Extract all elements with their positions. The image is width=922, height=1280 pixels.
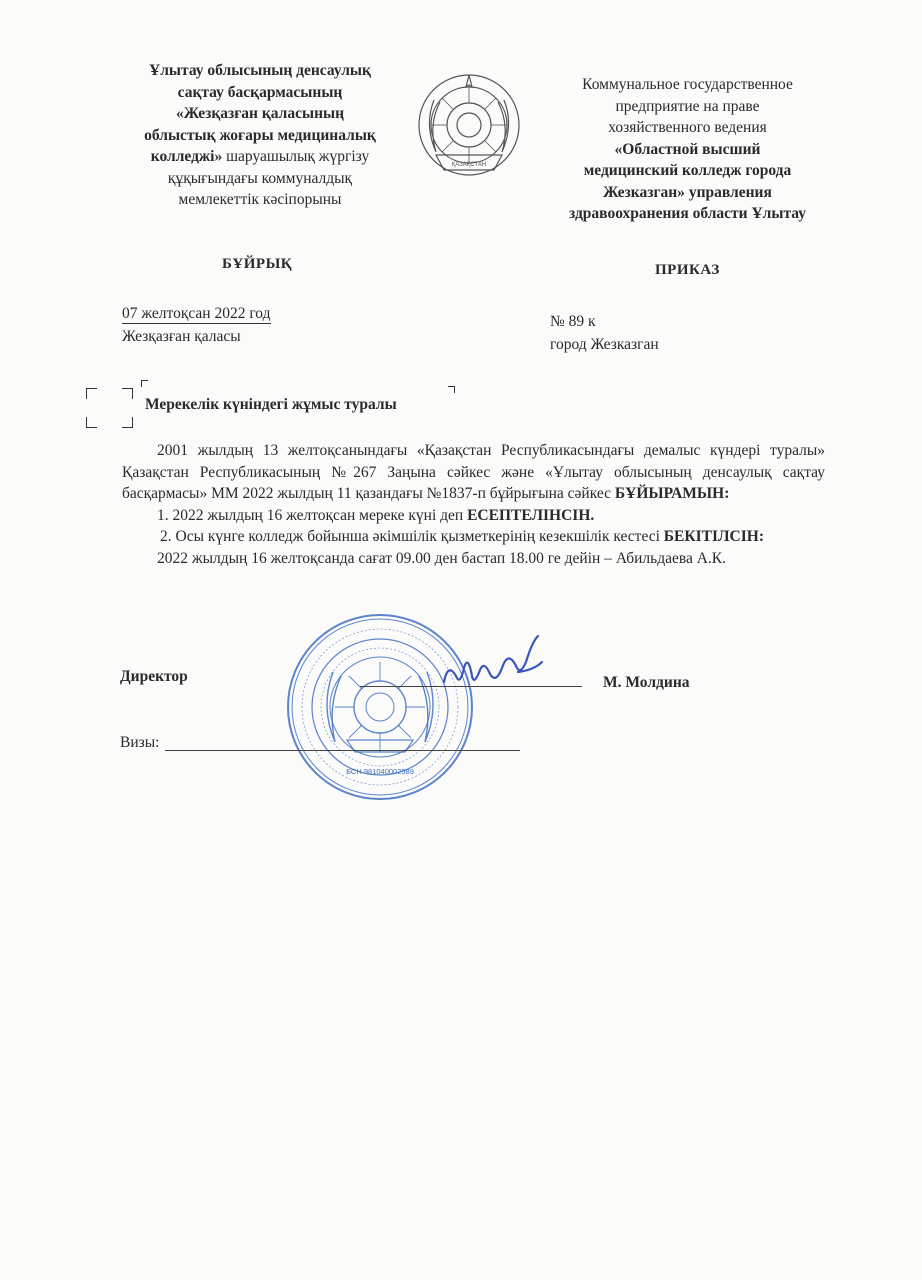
header-left-line: мемлекеттік кәсіпорыны (178, 191, 342, 208)
corner-bracket (448, 386, 455, 393)
header-left-rest: шаруашылық жүргізу (222, 148, 370, 165)
order-subject: Мерекелік күніндегі жұмыс туралы (145, 396, 397, 413)
corner-bracket (86, 388, 97, 399)
header-left-line: сақтау басқармасының (177, 83, 343, 101)
header-right-line: «Областной высший (614, 140, 761, 158)
header-left-line: Ұлытау облысының денсаулық (149, 62, 371, 79)
body-paragraph (122, 440, 825, 505)
city-right: город Жезказган (550, 336, 659, 353)
body-item-text: 2022 жылдың 16 желтоқсанда сағат 09.00 ден бастап 18.00 ге дейін – Абильдаева А.К. (157, 549, 727, 567)
stamp-bin: БСН 981040002589 (346, 767, 414, 776)
doc-type-right: ПРИКАЗ (655, 262, 720, 278)
header-left-line: облыстық жоғары медициналық (144, 126, 376, 144)
visa-label: Визы: (120, 734, 160, 751)
header-right-line (535, 182, 840, 204)
header-right-bold: Жезказган» (603, 183, 685, 201)
city-left: Жезқазған қаласы (122, 328, 241, 345)
header-right-line: хозяйственного ведения (608, 119, 767, 136)
body-item-text: 2. Осы күнге колледж бойынша әкімшілік қызметкерінің кезекшілік кестесі (160, 528, 664, 545)
header-left-block (110, 60, 410, 211)
order-body (122, 440, 825, 569)
header-right-line: медицинский колледж города (583, 162, 792, 179)
corner-bracket (122, 388, 133, 399)
header-right-line: предприятие на праве (615, 97, 760, 115)
body-item-3 (122, 548, 825, 570)
header-left-line (110, 146, 410, 168)
director-name: М. Молдина (603, 674, 690, 691)
header-left-line: «Жезқазған қаласының (175, 105, 345, 122)
body-item-1 (122, 505, 825, 527)
body-item-bold: ЕСЕПТЕЛІНСІН. (467, 506, 595, 524)
director-label: Директор (120, 668, 188, 685)
header-left-bold: колледжі» (150, 148, 223, 165)
emblem-text: ҚАЗАҚСТАН (451, 162, 487, 168)
signature-mark (438, 632, 558, 696)
header-right-line: Коммунальное государственное (582, 76, 793, 93)
order-date: 07 желтоқсан 2022 год (122, 305, 271, 322)
corner-bracket (86, 417, 97, 428)
header-right-line: здравоохранения области Ұлытау (569, 205, 806, 222)
corner-bracket (122, 417, 133, 428)
visa-line (165, 750, 520, 751)
corner-bracket (141, 380, 148, 387)
header-left-line: құқығындағы коммуналдық (167, 169, 353, 187)
body-paragraph-bold: БҰЙЫРАМЫН: (614, 485, 730, 502)
header-right-block (535, 74, 840, 225)
body-item-2 (122, 526, 825, 548)
body-paragraph-text: 2001 жылдың 13 желтоқсанындағы «Қазақстан Республикасындағы демалыс күндері туралы» Қазақстан Республикасының №267 Заңына сәйкес және «Ұлытау облысының денсаулық сақтау басқармасы» ММ 2022 жылдың 11 қазандағы №1837-п бұйрығына сәйкес (122, 442, 825, 502)
header-right-rest: управления (684, 183, 772, 201)
body-item-text: 1. 2022 жылдың 16 желтоқсан мереке күні деп (157, 506, 468, 524)
order-number: № 89 к (550, 313, 596, 330)
doc-type-left: БҰЙРЫҚ (222, 256, 293, 272)
body-item-bold: БЕКІТІЛСІН: (663, 528, 765, 545)
state-emblem-icon (414, 70, 524, 180)
